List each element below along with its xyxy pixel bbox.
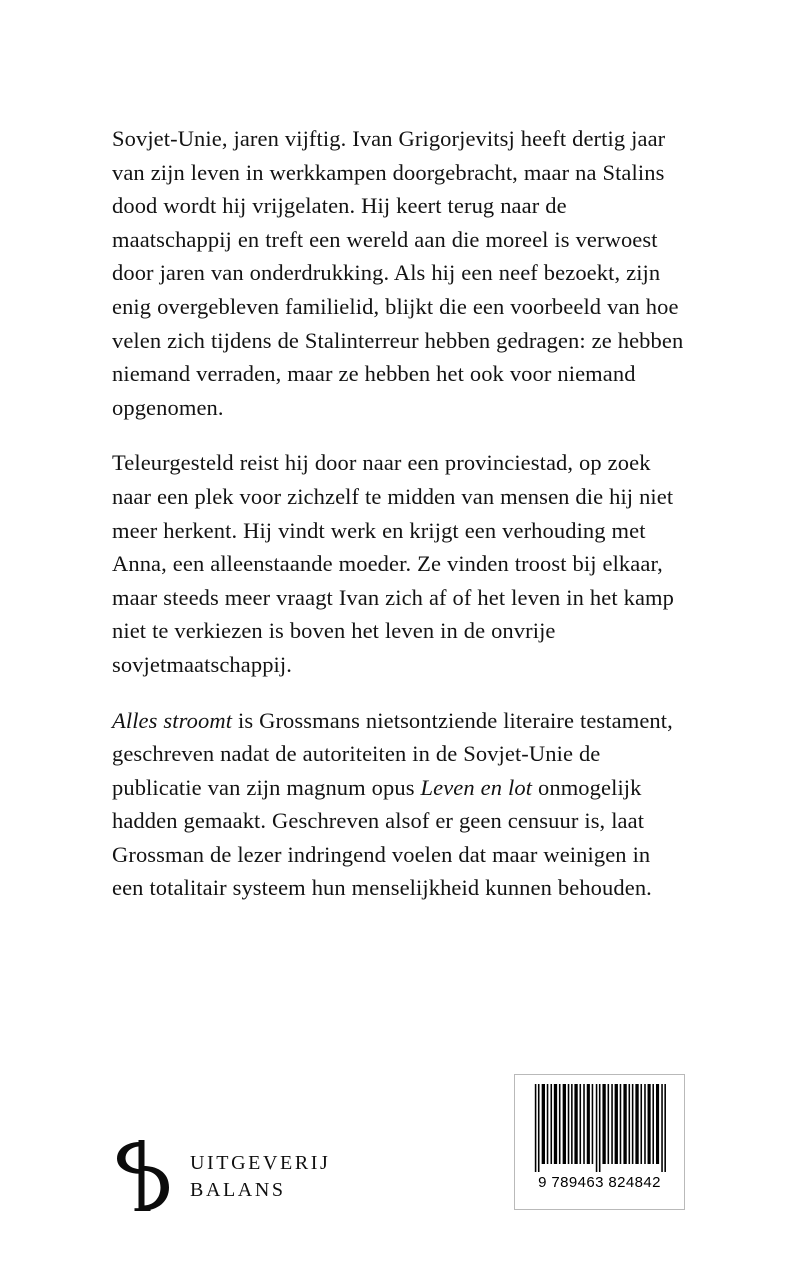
- publisher-name-line-2: BALANS: [190, 1179, 286, 1201]
- blurb-paragraph-3: [112, 704, 684, 906]
- blurb-paragraph-1: [112, 122, 684, 424]
- blurb-paragraph-3-text-part-1: is Grossmans nietsontziende literaire testament, geschreven nadat de autoriteiten in de Sovjet-Unie de publicatie van zijn magnum opus: [112, 707, 673, 800]
- book-title-leven-en-lot: Leven en lot: [420, 774, 533, 800]
- book-title-alles-stroomt: Alles stroomt: [112, 707, 233, 733]
- balans-b-monogram-icon: [114, 1136, 176, 1214]
- blurb-paragraph-2-text: Teleurgesteld reist hij door naar een provinciestad, op zoek naar een plek voor zichzelf te midden van mensen die hij niet meer herkent. Hij vindt werk en krijgt een verhouding met Anna, een alleenstaande moeder. Ze vinden troost bij elkaar, maar steeds meer vraagt Ivan zich af of het leven in het kamp niet te verkiezen is boven het leven in de onvrije sovjetmaatschappij.: [112, 450, 675, 677]
- publisher-wordmark: [190, 1146, 330, 1204]
- isbn-barcode-digits: 9 789463 824842: [538, 1174, 661, 1191]
- ean13-barcode-icon: [525, 1084, 674, 1172]
- blurb-paragraph-3-text-part-2: onmogelijk hadden gemaakt. Geschreven alsof er geen censuur is, laat Grossman de lezer indringend voelen dat maar weinigen in een totalitair systeem hun menselijkheid kunnen behouden.: [112, 774, 652, 901]
- blurb-paragraph-1-text: Sovjet-Unie, jaren vijftig. Ivan Grigorjevitsj heeft dertig jaar van zijn leven in werkkampen doorgebracht, maar na Stalins dood wordt hij vrijgelaten. Hij keert terug naar de maatschappij en treft een wereld aan die moreel is verwoest door jaren van onderdrukking. Als hij een neef bezoekt, zijn enig overgebleven familielid, blijkt die een voorbeeld van hoe velen zich tijdens de Stalinterreur hebben gedragen: ze hebben niemand verraden, maar ze hebben het ook voor niemand opgenomen.: [112, 126, 684, 420]
- publisher-name-line-1: UITGEVERIJ: [190, 1152, 331, 1174]
- publisher-logo: [114, 1136, 330, 1214]
- blurb-text-block: [112, 122, 684, 905]
- isbn-barcode-panel: [514, 1074, 685, 1210]
- blurb-paragraph-2: [112, 446, 684, 681]
